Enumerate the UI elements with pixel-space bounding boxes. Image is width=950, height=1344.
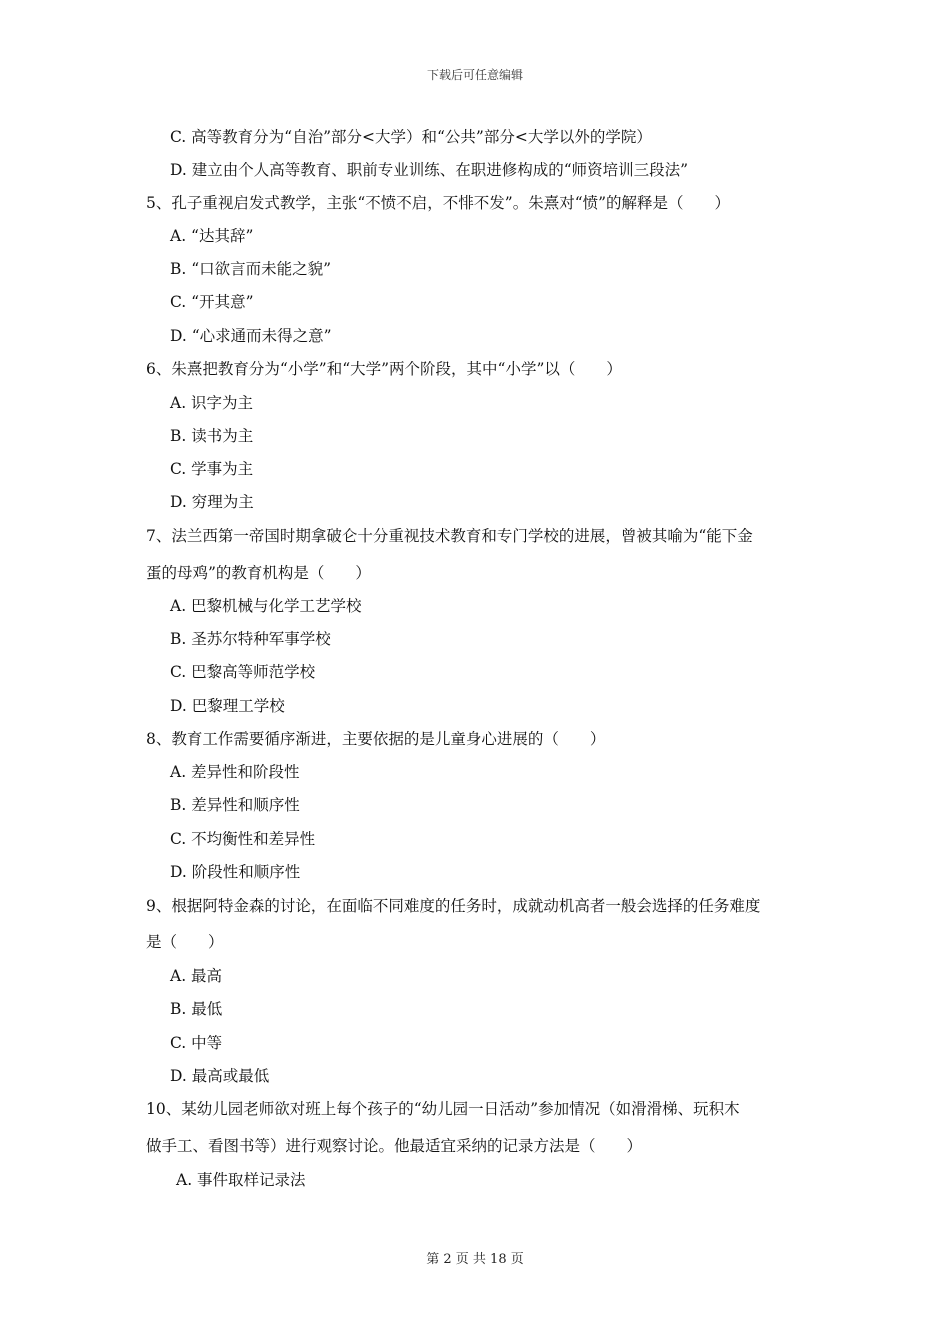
- option-b: B. 最低: [170, 1000, 223, 1018]
- option-c: C. 不均衡性和差异性: [170, 830, 316, 848]
- option-b: B. 差异性和顺序性: [170, 796, 300, 814]
- option-c: C. 学事为主: [170, 460, 254, 478]
- option-a: A. 最高: [170, 967, 223, 985]
- option-c: C. “开其意”: [170, 293, 254, 311]
- option-b: B. 圣苏尔特种军事学校: [170, 630, 331, 648]
- option-b: B. “口欲言而未能之貌”: [170, 260, 332, 278]
- option-c: C. 高等教育分为“自治”部分<大学）和“公共”部分<大学以外的学院）: [170, 128, 652, 146]
- question-8: 8、教育工作需要循序渐进，主要依据的是儿童身心进展的（ ）: [146, 730, 606, 748]
- option-d: D. 穷理为主: [170, 493, 254, 511]
- option-d: D. 巴黎理工学校: [170, 697, 285, 715]
- question-7-line-2: 蛋的母鸡”的教育机构是（ ）: [146, 564, 371, 582]
- option-a: A. 差异性和阶段性: [170, 763, 300, 781]
- option-a: A. 巴黎机械与化学工艺学校: [170, 597, 362, 615]
- question-7-line-1: 7、法兰西第一帝国时期拿破仑十分重视技术教育和专门学校的进展，曾被其喻为“能下金: [146, 527, 753, 545]
- option-d: D. 建立由个人高等教育、职前专业训练、在职进修构成的“师资培训三段法”: [170, 161, 689, 179]
- question-5: 5、孔子重视启发式教学，主张“不愤不启，不悱不发”。朱熹对“愤”的解释是（ ）: [146, 194, 731, 212]
- page-header: 下载后可任意编辑: [426, 68, 523, 82]
- option-d: D. 最高或最低: [170, 1067, 270, 1085]
- question-6: 6、朱熹把教育分为“小学”和“大学”两个阶段，其中“小学”以（ ）: [146, 360, 622, 378]
- option-c: C. 巴黎高等师范学校: [170, 663, 316, 681]
- question-10-line-2: 做手工、看图书等）进行观察讨论。他最适宜采纳的记录方法是（ ）: [146, 1137, 643, 1155]
- option-a: A. 事件取样记录法: [176, 1171, 306, 1189]
- option-a: A. “达其辞”: [170, 227, 254, 245]
- option-a: A. 识字为主: [170, 394, 254, 412]
- question-9-line-1: 9、根据阿特金森的讨论，在面临不同难度的任务时，成就动机高者一般会选择的任务难度: [146, 897, 761, 915]
- option-d: D. 阶段性和顺序性: [170, 863, 301, 881]
- question-9-line-2: 是（ ）: [146, 933, 224, 951]
- option-b: B. 读书为主: [170, 427, 254, 445]
- option-c: C. 中等: [170, 1034, 223, 1052]
- option-d: D. “心求通而未得之意”: [170, 327, 332, 345]
- question-10-line-1: 10、某幼儿园老师欲对班上每个孩子的“幼儿园一日活动”参加情况（如滑滑梯、玩积木: [146, 1100, 740, 1118]
- page-footer: 第 2 页 共 18 页: [426, 1252, 524, 1267]
